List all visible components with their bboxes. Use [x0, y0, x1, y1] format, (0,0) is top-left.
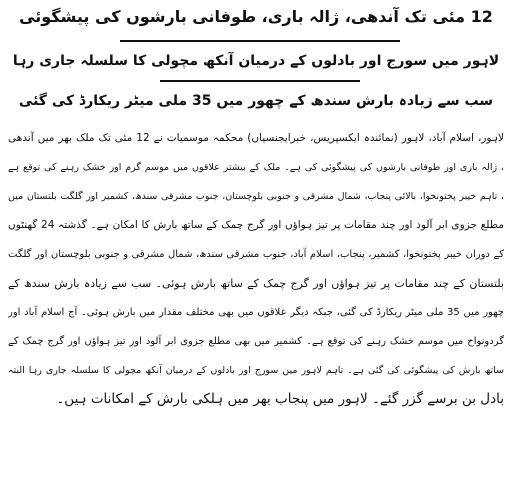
article-line: مطلع جزوی ابر آلود اور چند مقامات پر تیز ہواؤں اور گرج چمک کے ساتھ بارش کا امکان ہے۔ گذشتہ 24 گھنٹوں — [8, 219, 504, 231]
headline-3: سب سے زیادہ بارش سندھ کے چھور میں 35 ملی میٹر ریکارڈ کی گئی — [18, 93, 494, 109]
headline-3-box — [0, 89, 512, 113]
article-line: ، تاہم خیبر پختونخوا، بالائی پنجاب، شمال مشرقی و جنوبی بلوچستان، جنوب مشرقی سندھ، کشمیر اور گلگت بلتستان میں — [8, 191, 504, 202]
article-line: لاہور، اسلام آباد، لاہور (نمائندہ ایکسپریس، خبرایجنسیاں) محکمہ موسمیات نے 12 مئی تک ملک بھر میں آندھی — [8, 132, 504, 144]
headline-1: 12 مئی تک آندھی، ژالہ باری، طوفانی بارشوں کی پیشگوئی — [19, 7, 493, 26]
article-line: ، ژالہ باری اور طوفانی بارشوں کی پیشگوئی کی ہے۔ ملک کے بیشتر علاقوں میں موسم گرم اور خشک رہنے کی توقع ہے — [8, 162, 504, 173]
article-line: بادل بن برسے گزر گئے۔ لاہور میں پنجاب بھر میں ہلکی بارش کے امکانات ہیں۔ — [56, 391, 504, 407]
article-line: بلتستان کے چند مقامات پر تیز ہواؤں اور گرج چمک کے ساتھ بارش ہوئی۔ سب سے زیادہ بارش سندھ کے — [8, 277, 504, 290]
article-line: گردونواح میں موسم خشک رہنے کی توقع ہے۔ کشمیر میں بھی مطلع جزوی ابر آلود اور تیز ہواؤں اور گرج چمک کے — [8, 336, 504, 347]
headline-1-underline — [120, 40, 400, 42]
headline-2-box — [0, 49, 512, 73]
article-body — [8, 124, 504, 414]
article-line: ساتھ بارش کی پیشگوئی کی گئی ہے۔ تاہم لاہور میں سورج اور بادلوں کے درمیان آنکھ مچولی کا سلسلہ جاری رہا البتہ — [8, 365, 504, 376]
article-line: کے دوران خیبر پختونخوا، کشمیر، پنجاب، اسلام آباد، جنوب مشرقی سندھ، شمال مشرقی و جنوبی بلوچستان اور گلگت — [8, 249, 504, 260]
article-line: چھور میں 35 ملی میٹر ریکارڈ کی گئی، جبکہ دیگر علاقوں میں بھی مختلف مقدار میں بارش ہوئی۔ آج اسلام آباد اور — [8, 307, 504, 318]
headline-2-underline — [160, 80, 360, 82]
headline-2: لاہور میں سورج اور بادلوں کے درمیان آنکھ مچولی کا سلسلہ جاری رہا — [12, 53, 500, 69]
headline-1-box — [0, 5, 512, 29]
